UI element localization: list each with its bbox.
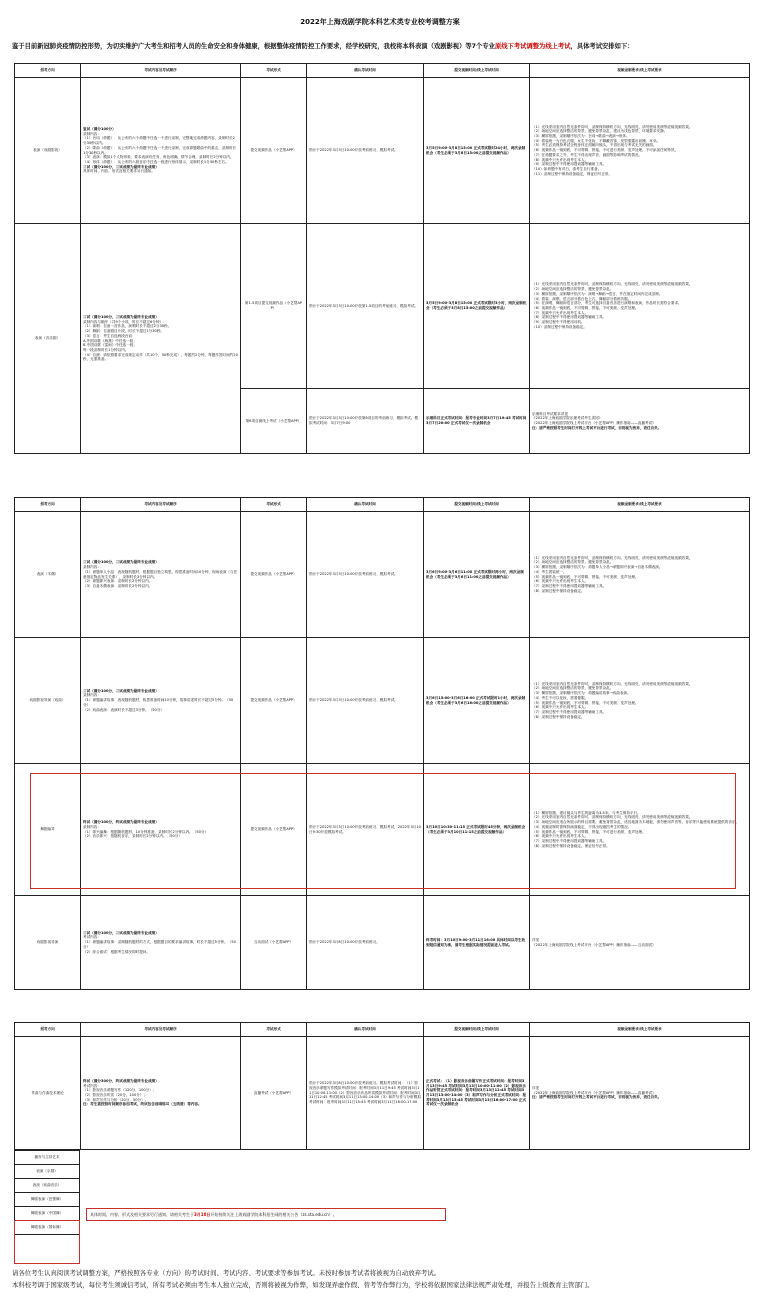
cell-line: 注：考生需按照时间顺序参加考试，终试包含视唱练耳（五线谱）等内容。 bbox=[83, 1102, 202, 1107]
cell-line: 终试（满分100分，终试成绩为最终专业成绩） bbox=[83, 820, 159, 825]
cell-line: （5）考生必须保持考试全程身体正面朝向镜头，不得出现与考试无关的画面。 bbox=[532, 143, 657, 148]
cell-line: （4）着装：演唱、语言部分着白色上衣，舞蹈部分着练功服。 bbox=[532, 296, 632, 301]
cell-line: （1）光线采用室内自然光条件即可，录制保持横机方向，光线明亮，请勿使用美颜等滤镜视频效果。 bbox=[532, 681, 693, 686]
direction-cell: 作曲与作曲技术理论 bbox=[15, 1037, 81, 1150]
cell-line: （1）演唱：自备一首作品，演唱时长不超过2分30秒。 bbox=[83, 324, 172, 329]
cell-line: （2）舞蹈：自备剧目片段，时长不超过1分30秒。 bbox=[83, 329, 165, 334]
cell-line: （3）横屏拍摄，录制顺序依次为：命题编讲故事→戏曲表演。 bbox=[532, 691, 631, 696]
intro-main: 鉴于目前新冠肺炎疫情防控形势，为切实维护广大考生和招考人员的生命安全和身体健康，根据整体疫情防控工作要求，经学校研究，我校将本科表演（戏剧影视）等7个专业 bbox=[12, 43, 495, 50]
cell-line: （1）即兴编舞：根据随机题材，10分钟准备，录制时长2分钟以内。（50分） bbox=[83, 829, 209, 834]
cell-line: （5）视频作品一镜到底，不可剪辑、拼接，不可进行美颜、变声处理。 bbox=[532, 829, 646, 834]
cell-line: 详见 bbox=[532, 1085, 540, 1090]
cell-line: （4）形体（命题）：从公布的六段音乐中任选一段进行形体展示，录制时长1分30秒左右。 bbox=[83, 159, 229, 164]
header-direction: 招考方向 bbox=[15, 498, 81, 512]
cell-line: （4）考生不可以化妆，需着便服。 bbox=[532, 695, 589, 700]
other-direction: 舞剧表演（芭蕾舞） bbox=[15, 1193, 80, 1207]
cell-line: （7）录制过程中不得使用提词器等辅助工具。 bbox=[532, 583, 607, 588]
other-note-pre: 具体时间、内容、形式及相关要求另行通知，请相关考生于 bbox=[90, 1212, 194, 1217]
cell-line: 复试（满分100分） bbox=[83, 126, 116, 131]
header-form: 考试形式 bbox=[241, 498, 307, 512]
header-submit: 提交视频时间/线上考试时间 bbox=[424, 498, 530, 512]
cell-line: （1）命题编讲故事：录制随机题材的方式，根据题目的要求编讲故事，时长不超过5分钟。（50分） bbox=[83, 940, 236, 949]
other-direction: 舞剧表演（中国舞） bbox=[15, 1207, 80, 1221]
table-row bbox=[15, 78, 750, 224]
cell-line: A.外国诗歌《海燕》中任选一段； bbox=[83, 338, 137, 343]
cell-line: （6）视频中只允许出现考生本人。 bbox=[532, 579, 589, 584]
table-row bbox=[15, 224, 750, 389]
header-direction: 招考方向 bbox=[15, 64, 81, 78]
cell-line: 注：请严格按照考生时间打开线上考试平台进行考试，否则视为放弃，责任自负。 bbox=[532, 1095, 662, 1100]
cell-line: （2）命题即兴表演：录制时长2分钟以内。 bbox=[83, 579, 153, 584]
cell-line: 考试内容： bbox=[83, 1083, 101, 1088]
header-requirements: 视频录制要求/线上考试要求 bbox=[530, 64, 750, 78]
cell-line: （2）戏曲表演：表演时长不超过3分钟。（50分） bbox=[83, 707, 165, 712]
table-header-row bbox=[15, 498, 750, 512]
cell-line: （4）视频录制时需保持画面稳定，不得出现遮挡考生的情况。 bbox=[532, 824, 632, 829]
form-cell: 互动面试（小艺帮APP） bbox=[241, 896, 307, 990]
requirements-cell bbox=[530, 1037, 750, 1150]
cell-line: （3）场地空间应适合所展示的科目需要，避免背景杂乱，适宜地面为木地板，请勿使用声音等，音乐等只能使用系统提供的音乐。 bbox=[532, 820, 740, 825]
form-cell: 提交视频作品（小艺帮APP） bbox=[241, 638, 307, 764]
cell-line: （1）光线采用室内自然光条件即可，录制保持横机方向，光线明亮，请勿使用美颜等滤镜视频效果。 bbox=[532, 124, 693, 129]
cell-line: 注：请严格按照考生时间打开线上考试平台进行考试，否则视为放弃，责任自负。 bbox=[532, 425, 662, 430]
cell-line: 终试（满分300分，终试成绩为最终专业成绩） bbox=[83, 1078, 159, 1083]
intro-tail: ，具体考试安排如下： bbox=[570, 43, 634, 50]
table-row bbox=[15, 512, 750, 638]
confirm-cell: 预计于2022年3月3日10:00开放第6项目的考前练习、模拟考试。模拟考试时间：3月7日9:00 bbox=[307, 389, 424, 454]
content-cell bbox=[81, 896, 241, 990]
requirements-cell bbox=[530, 389, 750, 454]
form-cell: 直播考试（小艺帮APP） bbox=[241, 1037, 307, 1150]
direction-cell: 表演（戏剧影视） bbox=[15, 78, 81, 224]
cell-line: （3）表演：模拟1个人物形象，要求表演有任务，角色明确，情节合理，录制时长2分钟以内。 bbox=[83, 155, 234, 160]
cell-line: B.中国诗歌《雷雨》中任选一段； bbox=[83, 343, 137, 348]
other-direction: 舞剧表演（国标舞） bbox=[15, 1221, 80, 1235]
form-cell: 第1-5项目提交视频作品（小艺帮APP） bbox=[241, 224, 307, 389]
highlight-box bbox=[30, 773, 736, 889]
cell-line: （2）综合面试：根据考生情况即时提问。 bbox=[83, 949, 150, 954]
confirm-cell: 预计于2022年3月8日10:00开放考前练习。模拟考试时间：（1）影视音乐命题写作模拟考试时间：报考时间3月11日9:45 考试时间3月11日10:00-11:00（2）影视音乐作品听赏模拟考试时间：报考时间3月11日12:45 考试时间3月11日13:00-14:00（3）和声写作与分析模拟考试时间：报考时间3月11日15:45 考试时间3月11日16:00-17:00 bbox=[307, 1037, 424, 1150]
cell-line: （2）光线采用室内自然光条件即可，录制保持横机方向，光线明亮，请勿使用美颜等滤镜视频效果。 bbox=[532, 815, 693, 820]
table-header-row bbox=[15, 1023, 750, 1037]
cell-line: 三试（满分100分，三试成绩为最终专业成绩） bbox=[83, 164, 159, 169]
direction-cell: 戏剧影视导演（戏曲） bbox=[15, 638, 81, 764]
confirm-cell: 预计于2022年3月3日10:00开放考前练习、模拟考试，2022年3月10日9:30开放模拟考试。 bbox=[307, 764, 424, 896]
cell-line: 考试内容： bbox=[83, 935, 101, 940]
cell-line: 录制内容： bbox=[83, 693, 101, 698]
content-cell bbox=[81, 638, 241, 764]
cell-line: 《2022年上海戏剧学院乐理考试考生须知》 bbox=[532, 416, 603, 421]
cell-line: （4）着装统一为白色衣服，女生不化妆，不佩戴首饰，发型需露出前额、耳朵。 bbox=[532, 138, 661, 143]
cell-line: （7）在命题要求之外，考生不得出现声音、画面等影响考试的情况。 bbox=[532, 152, 643, 157]
cell-line: （3）和声写作与分析（20分，50分）。 bbox=[83, 1097, 149, 1102]
header-form: 考试形式 bbox=[241, 64, 307, 78]
form-cell: 提交视频作品（小艺帮APP） bbox=[241, 764, 307, 896]
requirements-cell bbox=[530, 78, 750, 224]
cell-line: （5）视频作品一镜到底，不可剪辑、拼接，不可美颜、变声处理。 bbox=[532, 574, 639, 579]
cell-line: （2）场地空间应选择整洁的背景，避免背景杂乱。 bbox=[532, 560, 614, 565]
cell-line: （1）横屏拍摄，建议镜头与考生的距离为3-5米，与考生保持平行。 bbox=[532, 810, 641, 815]
other-note-box bbox=[86, 1208, 446, 1221]
header-confirm: 确认考试时间 bbox=[307, 64, 424, 78]
cell-line: （7）录制过程中不得使用提词器等辅助工具。 bbox=[532, 838, 607, 843]
table-header-row bbox=[15, 64, 750, 78]
exam-table-2 bbox=[14, 497, 750, 990]
cell-line: （3）语言：考生自选两段台词： bbox=[83, 333, 136, 338]
intro-paragraph bbox=[12, 42, 750, 51]
confirm-cell: 预计于2022年3月3日10:00开放第1-5项目的考前练习、模拟考试。 bbox=[307, 224, 424, 389]
cell-line: （11）录制过程中保持设备稳定，保证信号正常。 bbox=[532, 171, 613, 176]
form-cell: 提交视频作品（小艺帮APP） bbox=[241, 78, 307, 224]
other-direction: 表演（戏曲音乐） bbox=[15, 1179, 80, 1193]
cell-line: （6）视频中只允许出现考生本人。 bbox=[532, 834, 589, 839]
header-content: 考试内容及考试顺序 bbox=[81, 498, 241, 512]
cell-line: 详见 bbox=[532, 937, 540, 942]
direction-cell: 表演（木偶） bbox=[15, 512, 81, 638]
cell-line: （7）视频中只允许出现考生本人。 bbox=[532, 310, 589, 315]
submit-cell: 3月10日10:30-11:15 正式考试限时45分钟，两次录制机会（考生必须于3月10日11:15之前提交视频作品） bbox=[424, 764, 530, 896]
cell-line: 《2022年上海戏剧学院线上考试平台（小艺帮APP）操作指南——互动面试》 bbox=[532, 942, 656, 947]
cell-line: 录制内容与顺序（共9个小项，时长不超过6分钟）： bbox=[83, 319, 167, 324]
cell-line: （4）考生着装统一。 bbox=[532, 569, 567, 574]
cell-line: （2）音乐即兴：按随机音乐，录制时长2分钟以内。（50分） bbox=[83, 834, 182, 839]
cell-line: 每一段录制时长1分钟以内。 bbox=[83, 347, 129, 352]
cell-line: （1）影视音乐命题写作（120分，100分）； bbox=[83, 1088, 157, 1093]
requirements-cell bbox=[530, 896, 750, 990]
cell-line: 三试（满分100分，三试成绩为最终专业成绩） bbox=[83, 688, 159, 693]
other-note-date: 3月10日 bbox=[194, 1212, 211, 1217]
cell-line: （2）影视音乐听赏（20分，100分）； bbox=[83, 1093, 148, 1097]
header-requirements: 视频录制要求/线上考试要求 bbox=[530, 1023, 750, 1037]
cell-line: 具体时间、内容、形式及相关要求另行通知。 bbox=[83, 169, 155, 174]
header-requirements: 视频录制要求/线上考试要求 bbox=[530, 498, 750, 512]
intro-highlight: 原线下考试调整为线上考试 bbox=[494, 43, 571, 50]
cell-line: （10）如命题中有对白，请考生自行准备。 bbox=[532, 166, 602, 171]
cell-line: （1）光线采用室内自然光条件即可，录制保持横机方向，光线明亮，请勿使用美颜等滤镜视频效果。 bbox=[532, 282, 693, 287]
submit-cell: 终考时间：3月10日9:00-3月11日16:00 具体时间以考生收到短信通知为准，请考生根据实际情况提前进入考试。 bbox=[424, 896, 530, 990]
cell-line: （8）视频中只允许出现考生本人。 bbox=[532, 157, 589, 162]
cell-line: 录制内容： bbox=[83, 565, 101, 570]
confirm-cell: 预计于2022年3月3日10:00开放考前练习、模拟考试。 bbox=[307, 638, 424, 764]
cell-line: （8）录制过程中保持设备稳定。 bbox=[532, 588, 585, 593]
submit-cell: 3月6日9:00-3月6日11:00 正式考试限时两小时，两次录制机会（考生必须于3月6日11:00之前提交视频作品） bbox=[424, 512, 530, 638]
cell-line: （1）命题编讲故事：表现随机题材，构思准备时间10分钟，故事讲述时长不超过5分钟。（50分） bbox=[83, 698, 234, 707]
exam-table-1 bbox=[14, 63, 750, 454]
direction-cell: 舞剧编导 bbox=[15, 764, 81, 896]
cell-line: （3）横屏拍摄，录制顺序依次为：演唱→舞蹈→语言，并在指定时间内完成录制。 bbox=[532, 291, 663, 296]
cell-line: （3）自备木偶表演：录制时长2分钟以内。 bbox=[83, 583, 153, 588]
submit-cell: 3月5日9:00-3月8日15:00 正式考试限时3小时，两次录制机会（考生必须于3月8日15:00之前提交视频作品） bbox=[424, 224, 530, 389]
confirm-cell: 预计于2022年3月3日10:00开放考前练习、模拟考试。 bbox=[307, 512, 424, 638]
cell-line: （6）视频作品一镜到底，不可剪辑、拼接，不可进行美颜、变声处理，不可添加任何特效。 bbox=[532, 148, 679, 153]
cell-line: （10）录制过程中保持设备稳定。 bbox=[532, 324, 587, 329]
cell-line: （6）视频中只允许出现考生本人。 bbox=[532, 705, 589, 710]
cell-line: 《2022年上海戏剧学院线上考试平台（小艺帮APP）操作指南——直播考试》 bbox=[532, 421, 656, 425]
content-cell bbox=[81, 1037, 241, 1150]
cell-line: （2）场地空间应选择整洁的背景，避免背景杂乱。 bbox=[532, 287, 614, 292]
page-title: 2022年上海戏剧学院本科艺术类专业校考调整方案 bbox=[300, 18, 460, 26]
table-row bbox=[15, 1037, 750, 1150]
cell-line: （5）视频作品一镜到底，不可剪辑、拼接，不可美颜、变声处理。 bbox=[532, 700, 639, 705]
requirements-cell bbox=[530, 638, 750, 764]
cell-line: （9）录制过程中不得使用耳机。 bbox=[532, 320, 585, 325]
cell-line: 三试（满分100分，三试成绩为最终专业成绩） bbox=[83, 560, 159, 565]
cell-line: （2）歌曲（命题）：从公布的六个命题中任选一个进行录制，完成命题歌曲中的重点，录制时长1分30秒以内。 bbox=[83, 145, 237, 155]
header-direction: 招考方向 bbox=[15, 1023, 81, 1037]
cell-line: （2）场地空间应选择整洁的背景，避免背景杂乱，建议为浅色背景，环境要求安静。 bbox=[532, 129, 668, 134]
cell-line: 三试（满分100分，三试成绩为最终专业成绩） bbox=[83, 314, 159, 319]
cell-line: （8）录制过程中保持设备稳定，保证信号正常。 bbox=[532, 843, 610, 848]
other-direction: 播音与主持艺术 bbox=[15, 1151, 80, 1165]
direction-cell: 表演（音乐剧） bbox=[15, 224, 81, 454]
other-direction: 表演（京剧） bbox=[15, 1165, 80, 1179]
cell-line: （9）录制过程中不得使用提词器等辅助工具。 bbox=[532, 162, 607, 167]
submit-cell: 乐理科目正式考试时间：报考专业时间3月7日19:45 考试时间3月7日20:00 正式考试仅一次录制机会 bbox=[424, 389, 530, 454]
header-submit: 提交视频时间/线上考试时间 bbox=[424, 64, 530, 78]
cell-line: （6）视频作品一镜到底，不可剪辑、拼接，不可美颜、变声处理。 bbox=[532, 306, 639, 310]
cell-line: （2）场地空间应选择整洁的背景，避免背景杂乱。 bbox=[532, 686, 614, 691]
content-cell bbox=[81, 512, 241, 638]
cell-line: 乐理科目考试要求详见 bbox=[532, 411, 568, 416]
form-cell: 第6项自测线上考试（小艺帮APP） bbox=[241, 389, 307, 454]
cell-line: （3）横屏拍摄，录制顺序依次为：命题单人小品→命题即兴表演→自备木偶表演。 bbox=[532, 565, 663, 570]
content-cell bbox=[81, 224, 241, 454]
content-cell bbox=[81, 78, 241, 224]
cell-line: （7）录制过程中不得使用提词器等辅助工具。 bbox=[532, 709, 607, 714]
cell-line: （1）台词（命题）：从公布的六个命题中任选一个进行录制，完整地完成命题内容，录制时长2分30秒以内。 bbox=[83, 136, 235, 146]
submit-cell: 3月5日9:00-3月8日15:00 正式考试限时24小时，两次录制机会（考生必须于3月8日15:00之前提交视频作品） bbox=[424, 78, 530, 224]
header-confirm: 确认考试时间 bbox=[307, 498, 424, 512]
highlight-box-directions bbox=[14, 1220, 80, 1264]
table-row bbox=[15, 896, 750, 990]
cell-line: （3）横屏拍摄，录制顺序依次为：台词→歌曲→表演→形体。 bbox=[532, 134, 630, 139]
exam-table-3 bbox=[14, 1022, 750, 1150]
cell-line: 三试（满分100分，三试成绩为最终专业成绩） bbox=[83, 930, 159, 935]
cell-line: （4）自测：请依照要求完成规定动作（共10个，50秒完成），每题约2分钟，每题作答时间约20秒，无需准备。 bbox=[83, 352, 238, 362]
header-submit: 提交视频时间/线上考试时间 bbox=[424, 1023, 530, 1037]
footer-note-2: 本科校考调于国家级考试，每位考生须诚信考试，所有考试必须由考生本人独立完成，否则将被视为作弊，如发现弄虚作假、替考等作弊行为，学校将依据国家法律法规严肃处理，并报告上级教育主管部门。 bbox=[12, 1281, 594, 1289]
cell-line: （1）光线采用室内自然光条件即可，录制保持横机方向，光线明亮，请勿使用美颜等滤镜视频效果。 bbox=[532, 555, 693, 560]
header-form: 考试形式 bbox=[241, 1023, 307, 1037]
requirements-cell bbox=[530, 224, 750, 389]
confirm-cell: 预计于2022年3月3日10:00开放考前练习、模拟考试。 bbox=[307, 78, 424, 224]
direction-cell: 戏剧影视导演 bbox=[15, 896, 81, 990]
header-confirm: 确认考试时间 bbox=[307, 1023, 424, 1037]
form-cell: 提交视频作品（小艺帮APP） bbox=[241, 512, 307, 638]
cell-line: 录制内容： bbox=[83, 824, 101, 829]
submit-cell: 正式考试：（1）影视音乐命题写作正式考试时间：报考时间3月13日9:45 考试时间3月13日10:00-11:00（2）影视音乐作品听赏正式考试时间：报考时间3月13日12:45 考试时间3月13日13:00-14:00（3）和声写作与分析正式考试时间：报考时间3月13日15:45 考试时间3月13日16:00-17:00 正式考试仅一次录制机会 bbox=[424, 1037, 530, 1150]
submit-cell: 3月6日15:00-3月6日16:00 正式考试限时1小时，两次录制机会（考生必须于3月6日16:00之前提交视频作品） bbox=[424, 638, 530, 764]
header-content: 考试内容及考试顺序 bbox=[81, 1023, 241, 1037]
cell-line: （5）在演唱、舞蹈和语言部分，考生可选择自备音乐进行演唱和表演，作品时长需符合要求。 bbox=[532, 301, 682, 306]
header-content: 考试内容及考试顺序 bbox=[81, 64, 241, 78]
cell-line: 《2022年上海戏剧学院线上考试平台（小艺帮APP）操作指南——直播考试》 bbox=[532, 1090, 656, 1095]
footer-note-1: 请各位考生认真阅读考试调整方案，严格按照各专业（方向）的考试时间、考试内容、考试要求等参加考试。未按时参加考试者将被视为自动放弃考试。 bbox=[12, 1269, 441, 1277]
cell-line: （1）命题单人小品：表现随机题材，根据题目独立构思，构思准备时间10分钟，现场表演（与任意指定物品发生关系），录制时长3分钟以内。 bbox=[83, 569, 238, 579]
table-row bbox=[15, 638, 750, 764]
requirements-cell bbox=[530, 512, 750, 638]
cell-line: （8）录制过程中保持设备稳定。 bbox=[532, 714, 585, 719]
cell-line: 录制内容： bbox=[83, 131, 101, 136]
cell-line: （8）录制过程中不得使用提词器等辅助工具。 bbox=[532, 315, 607, 320]
confirm-cell: 预计于2022年3月8日10:00开放考前练习。 bbox=[307, 896, 424, 990]
other-note-post: 开始持续关注上海戏剧学院本科招生网的相关公告（zs.sta.edu.cn）。 bbox=[210, 1212, 337, 1217]
